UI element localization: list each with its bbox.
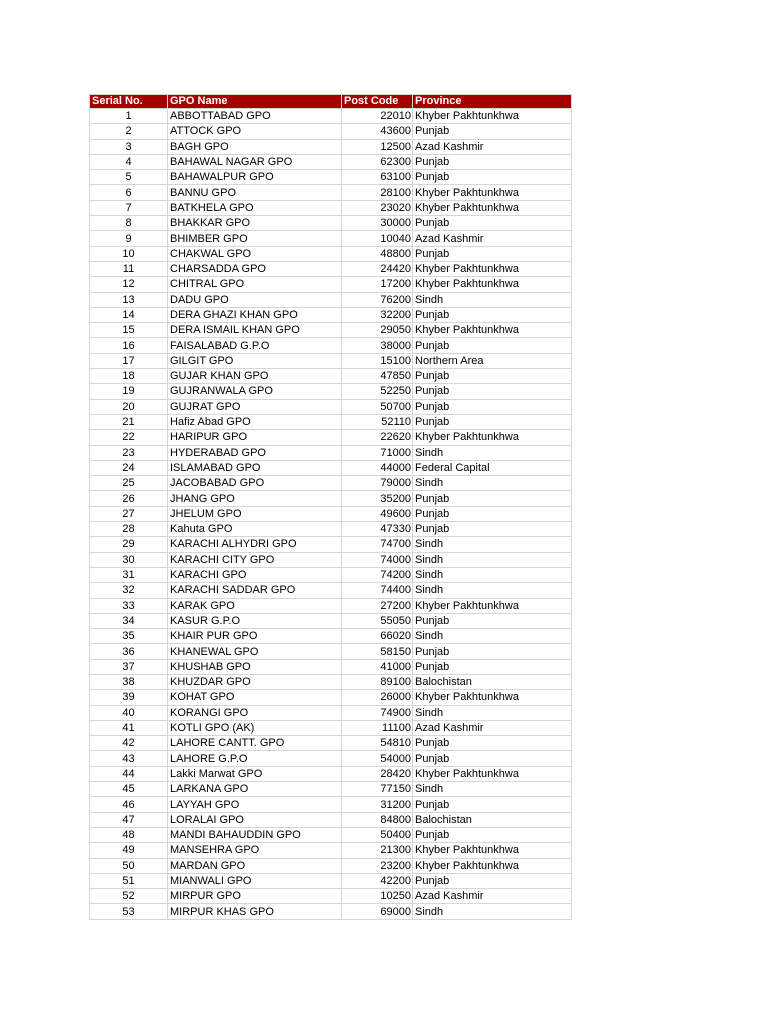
table-row — [90, 843, 572, 858]
province-cell: Punjab — [413, 736, 572, 751]
gpo-name-cell: KARACHI SADDAR GPO — [168, 583, 342, 598]
serial-no-cell: 32 — [90, 583, 168, 598]
gpo-name-cell: LARKANA GPO — [168, 782, 342, 797]
province-cell: Sindh — [413, 705, 572, 720]
post-code-cell: 47330 — [342, 522, 413, 537]
table-row — [90, 904, 572, 919]
post-code-cell: 77150 — [342, 782, 413, 797]
gpo-name-cell: GUJAR KHAN GPO — [168, 369, 342, 384]
province-cell: Punjab — [413, 522, 572, 537]
post-code-cell: 74400 — [342, 583, 413, 598]
province-cell: Punjab — [413, 873, 572, 888]
post-code-cell: 10250 — [342, 889, 413, 904]
post-code-cell: 66020 — [342, 629, 413, 644]
post-code-cell: 58150 — [342, 644, 413, 659]
serial-no-cell: 3 — [90, 139, 168, 154]
gpo-name-cell: KHUSHAB GPO — [168, 659, 342, 674]
gpo-name-cell: KASUR G.P.O — [168, 613, 342, 628]
gpo-name-cell: Hafiz Abad GPO — [168, 414, 342, 429]
gpo-name-cell: DERA GHAZI KHAN GPO — [168, 307, 342, 322]
post-code-cell: 11100 — [342, 720, 413, 735]
post-code-cell: 44000 — [342, 460, 413, 475]
province-cell: Punjab — [413, 491, 572, 506]
table-row — [90, 674, 572, 689]
post-code-cell: 42200 — [342, 873, 413, 888]
header-serial-no: Serial No. — [90, 95, 168, 109]
province-cell: Punjab — [413, 369, 572, 384]
table-row — [90, 736, 572, 751]
post-code-cell: 76200 — [342, 292, 413, 307]
serial-no-cell: 27 — [90, 506, 168, 521]
serial-no-cell: 38 — [90, 674, 168, 689]
post-code-cell: 31200 — [342, 797, 413, 812]
table-row — [90, 690, 572, 705]
province-cell: Punjab — [413, 506, 572, 521]
post-code-cell: 26000 — [342, 690, 413, 705]
serial-no-cell: 46 — [90, 797, 168, 812]
table-row — [90, 200, 572, 215]
post-code-cell: 28420 — [342, 766, 413, 781]
post-code-cell: 28100 — [342, 185, 413, 200]
gpo-name-cell: MIANWALI GPO — [168, 873, 342, 888]
table-row — [90, 460, 572, 475]
post-code-cell: 89100 — [342, 674, 413, 689]
post-code-cell: 55050 — [342, 613, 413, 628]
gpo-name-cell: KHAIR PUR GPO — [168, 629, 342, 644]
table-row — [90, 812, 572, 827]
post-code-cell: 79000 — [342, 476, 413, 491]
province-cell: Sindh — [413, 567, 572, 582]
gpo-name-cell: MANDI BAHAUDDIN GPO — [168, 827, 342, 842]
serial-no-cell: 12 — [90, 277, 168, 292]
gpo-name-cell: LORALAI GPO — [168, 812, 342, 827]
serial-no-cell: 49 — [90, 843, 168, 858]
post-code-cell: 84800 — [342, 812, 413, 827]
post-code-cell: 74000 — [342, 552, 413, 567]
gpo-name-cell: LAHORE G.P.O — [168, 751, 342, 766]
serial-no-cell: 45 — [90, 782, 168, 797]
table-row — [90, 705, 572, 720]
serial-no-cell: 17 — [90, 353, 168, 368]
serial-no-cell: 4 — [90, 154, 168, 169]
post-code-cell: 41000 — [342, 659, 413, 674]
serial-no-cell: 21 — [90, 414, 168, 429]
post-code-cell: 74900 — [342, 705, 413, 720]
province-cell: Azad Kashmir — [413, 889, 572, 904]
table-row — [90, 414, 572, 429]
gpo-name-cell: HYDERABAD GPO — [168, 445, 342, 460]
serial-no-cell: 8 — [90, 216, 168, 231]
post-code-cell: 22010 — [342, 109, 413, 124]
table-header-row — [90, 95, 572, 109]
gpo-name-cell: JACOBABAD GPO — [168, 476, 342, 491]
gpo-name-cell: KARACHI CITY GPO — [168, 552, 342, 567]
post-code-cell: 12500 — [342, 139, 413, 154]
province-cell: Sindh — [413, 537, 572, 552]
serial-no-cell: 9 — [90, 231, 168, 246]
serial-no-cell: 30 — [90, 552, 168, 567]
table-row — [90, 170, 572, 185]
post-code-cell: 49600 — [342, 506, 413, 521]
province-cell: Khyber Pakhtunkhwa — [413, 109, 572, 124]
serial-no-cell: 26 — [90, 491, 168, 506]
serial-no-cell: 40 — [90, 705, 168, 720]
gpo-name-cell: MANSEHRA GPO — [168, 843, 342, 858]
gpo-name-cell: ABBOTTABAD GPO — [168, 109, 342, 124]
table-row — [90, 231, 572, 246]
table-row — [90, 476, 572, 491]
post-code-cell: 10040 — [342, 231, 413, 246]
serial-no-cell: 42 — [90, 736, 168, 751]
post-code-cell: 43600 — [342, 124, 413, 139]
province-cell: Sindh — [413, 476, 572, 491]
serial-no-cell: 16 — [90, 338, 168, 353]
gpo-name-cell: JHELUM GPO — [168, 506, 342, 521]
gpo-name-cell: MARDAN GPO — [168, 858, 342, 873]
table-row — [90, 292, 572, 307]
table-row — [90, 797, 572, 812]
province-cell: Khyber Pakhtunkhwa — [413, 185, 572, 200]
table-row — [90, 827, 572, 842]
gpo-name-cell: KHANEWAL GPO — [168, 644, 342, 659]
serial-no-cell: 44 — [90, 766, 168, 781]
serial-no-cell: 22 — [90, 430, 168, 445]
serial-no-cell: 15 — [90, 323, 168, 338]
table-row — [90, 537, 572, 552]
post-code-cell: 32200 — [342, 307, 413, 322]
table-row — [90, 185, 572, 200]
table-row — [90, 552, 572, 567]
table-row — [90, 353, 572, 368]
serial-no-cell: 41 — [90, 720, 168, 735]
post-code-cell: 54810 — [342, 736, 413, 751]
gpo-name-cell: Kahuta GPO — [168, 522, 342, 537]
province-cell: Punjab — [413, 154, 572, 169]
post-code-cell: 63100 — [342, 170, 413, 185]
post-code-cell: 23200 — [342, 858, 413, 873]
post-code-cell: 24420 — [342, 261, 413, 276]
post-code-cell: 50700 — [342, 399, 413, 414]
serial-no-cell: 53 — [90, 904, 168, 919]
table-row — [90, 338, 572, 353]
province-cell: Khyber Pakhtunkhwa — [413, 843, 572, 858]
gpo-name-cell: KOHAT GPO — [168, 690, 342, 705]
province-cell: Khyber Pakhtunkhwa — [413, 323, 572, 338]
gpo-name-cell: KORANGI GPO — [168, 705, 342, 720]
table-row — [90, 889, 572, 904]
province-cell: Punjab — [413, 399, 572, 414]
table-row — [90, 307, 572, 322]
province-cell: Punjab — [413, 827, 572, 842]
serial-no-cell: 37 — [90, 659, 168, 674]
province-cell: Punjab — [413, 613, 572, 628]
serial-no-cell: 18 — [90, 369, 168, 384]
gpo-name-cell: KARACHI GPO — [168, 567, 342, 582]
serial-no-cell: 51 — [90, 873, 168, 888]
table-row — [90, 751, 572, 766]
province-cell: Sindh — [413, 292, 572, 307]
gpo-name-cell: BAHAWAL NAGAR GPO — [168, 154, 342, 169]
table-row — [90, 323, 572, 338]
serial-no-cell: 36 — [90, 644, 168, 659]
serial-no-cell: 11 — [90, 261, 168, 276]
gpo-name-cell: BAGH GPO — [168, 139, 342, 154]
province-cell: Khyber Pakhtunkhwa — [413, 430, 572, 445]
gpo-name-cell: MIRPUR GPO — [168, 889, 342, 904]
serial-no-cell: 31 — [90, 567, 168, 582]
gpo-name-cell: KHUZDAR GPO — [168, 674, 342, 689]
gpo-name-cell: FAISALABAD G.P.O — [168, 338, 342, 353]
post-code-cell: 52250 — [342, 384, 413, 399]
province-cell: Punjab — [413, 170, 572, 185]
serial-no-cell: 39 — [90, 690, 168, 705]
post-code-cell: 29050 — [342, 323, 413, 338]
province-cell: Sindh — [413, 583, 572, 598]
post-code-cell: 38000 — [342, 338, 413, 353]
serial-no-cell: 20 — [90, 399, 168, 414]
province-cell: Khyber Pakhtunkhwa — [413, 598, 572, 613]
table-row — [90, 782, 572, 797]
serial-no-cell: 5 — [90, 170, 168, 185]
post-code-cell: 15100 — [342, 353, 413, 368]
table-row — [90, 445, 572, 460]
post-code-cell: 22620 — [342, 430, 413, 445]
table-row — [90, 154, 572, 169]
post-code-cell: 23020 — [342, 200, 413, 215]
serial-no-cell: 52 — [90, 889, 168, 904]
gpo-name-cell: GILGIT GPO — [168, 353, 342, 368]
province-cell: Punjab — [413, 216, 572, 231]
table-row — [90, 139, 572, 154]
serial-no-cell: 29 — [90, 537, 168, 552]
serial-no-cell: 43 — [90, 751, 168, 766]
table-row — [90, 583, 572, 598]
post-code-cell: 48800 — [342, 246, 413, 261]
post-code-cell: 74200 — [342, 567, 413, 582]
table-row — [90, 246, 572, 261]
table-row — [90, 430, 572, 445]
province-cell: Sindh — [413, 629, 572, 644]
gpo-name-cell: Lakki Marwat GPO — [168, 766, 342, 781]
serial-no-cell: 25 — [90, 476, 168, 491]
gpo-name-cell: DADU GPO — [168, 292, 342, 307]
serial-no-cell: 6 — [90, 185, 168, 200]
post-code-cell: 17200 — [342, 277, 413, 292]
gpo-name-cell: CHARSADDA GPO — [168, 261, 342, 276]
table-row — [90, 598, 572, 613]
table-row — [90, 613, 572, 628]
gpo-name-cell: KARAK GPO — [168, 598, 342, 613]
gpo-name-cell: BATKHELA GPO — [168, 200, 342, 215]
serial-no-cell: 50 — [90, 858, 168, 873]
table-row — [90, 124, 572, 139]
province-cell: Punjab — [413, 751, 572, 766]
table-row — [90, 216, 572, 231]
gpo-name-cell: MIRPUR KHAS GPO — [168, 904, 342, 919]
gpo-name-cell: CHAKWAL GPO — [168, 246, 342, 261]
province-cell: Punjab — [413, 338, 572, 353]
table-row — [90, 567, 572, 582]
post-code-cell: 62300 — [342, 154, 413, 169]
gpo-name-cell: BAHAWALPUR GPO — [168, 170, 342, 185]
post-code-cell: 52110 — [342, 414, 413, 429]
serial-no-cell: 10 — [90, 246, 168, 261]
gpo-name-cell: GUJRANWALA GPO — [168, 384, 342, 399]
post-code-cell: 54000 — [342, 751, 413, 766]
table-row — [90, 506, 572, 521]
serial-no-cell: 2 — [90, 124, 168, 139]
post-code-cell: 50400 — [342, 827, 413, 842]
header-post-code: Post Code — [342, 95, 413, 109]
post-code-cell: 47850 — [342, 369, 413, 384]
table-row — [90, 109, 572, 124]
header-province: Province — [413, 95, 572, 109]
table-row — [90, 766, 572, 781]
post-code-cell: 21300 — [342, 843, 413, 858]
gpo-name-cell: LAHORE CANTT. GPO — [168, 736, 342, 751]
province-cell: Sindh — [413, 445, 572, 460]
post-code-cell: 27200 — [342, 598, 413, 613]
serial-no-cell: 24 — [90, 460, 168, 475]
gpo-name-cell: DERA ISMAIL KHAN GPO — [168, 323, 342, 338]
serial-no-cell: 28 — [90, 522, 168, 537]
table-row — [90, 399, 572, 414]
province-cell: Sindh — [413, 782, 572, 797]
table-row — [90, 873, 572, 888]
table-row — [90, 644, 572, 659]
province-cell: Federal Capital — [413, 460, 572, 475]
serial-no-cell: 7 — [90, 200, 168, 215]
table-row — [90, 491, 572, 506]
table-row — [90, 659, 572, 674]
table-row — [90, 369, 572, 384]
table-row — [90, 522, 572, 537]
province-cell: Punjab — [413, 797, 572, 812]
gpo-name-cell: CHITRAL GPO — [168, 277, 342, 292]
post-code-cell: 69000 — [342, 904, 413, 919]
serial-no-cell: 14 — [90, 307, 168, 322]
province-cell: Punjab — [413, 384, 572, 399]
province-cell: Punjab — [413, 644, 572, 659]
gpo-name-cell: GUJRAT GPO — [168, 399, 342, 414]
gpo-name-cell: KOTLI GPO (AK) — [168, 720, 342, 735]
serial-no-cell: 1 — [90, 109, 168, 124]
province-cell: Azad Kashmir — [413, 139, 572, 154]
serial-no-cell: 33 — [90, 598, 168, 613]
header-gpo-name: GPO Name — [168, 95, 342, 109]
province-cell: Azad Kashmir — [413, 231, 572, 246]
table-row — [90, 277, 572, 292]
serial-no-cell: 47 — [90, 812, 168, 827]
gpo-name-cell: JHANG GPO — [168, 491, 342, 506]
province-cell: Punjab — [413, 307, 572, 322]
province-cell: Khyber Pakhtunkhwa — [413, 277, 572, 292]
gpo-name-cell: LAYYAH GPO — [168, 797, 342, 812]
province-cell: Khyber Pakhtunkhwa — [413, 690, 572, 705]
serial-no-cell: 19 — [90, 384, 168, 399]
serial-no-cell: 35 — [90, 629, 168, 644]
serial-no-cell: 48 — [90, 827, 168, 842]
post-code-cell: 35200 — [342, 491, 413, 506]
gpo-name-cell: ISLAMABAD GPO — [168, 460, 342, 475]
gpo-name-cell: BANNU GPO — [168, 185, 342, 200]
province-cell: Sindh — [413, 552, 572, 567]
gpo-name-cell: ATTOCK GPO — [168, 124, 342, 139]
serial-no-cell: 13 — [90, 292, 168, 307]
province-cell: Khyber Pakhtunkhwa — [413, 766, 572, 781]
gpo-name-cell: HARIPUR GPO — [168, 430, 342, 445]
gpo-name-cell: BHAKKAR GPO — [168, 216, 342, 231]
serial-no-cell: 23 — [90, 445, 168, 460]
post-code-cell: 30000 — [342, 216, 413, 231]
province-cell: Khyber Pakhtunkhwa — [413, 261, 572, 276]
post-code-cell: 71000 — [342, 445, 413, 460]
serial-no-cell: 34 — [90, 613, 168, 628]
table-body — [90, 109, 572, 920]
post-code-cell: 74700 — [342, 537, 413, 552]
gpo-name-cell: BHIMBER GPO — [168, 231, 342, 246]
province-cell: Northern Area — [413, 353, 572, 368]
table-row — [90, 720, 572, 735]
province-cell: Khyber Pakhtunkhwa — [413, 858, 572, 873]
province-cell: Balochistan — [413, 674, 572, 689]
province-cell: Balochistan — [413, 812, 572, 827]
province-cell: Punjab — [413, 414, 572, 429]
province-cell: Khyber Pakhtunkhwa — [413, 200, 572, 215]
province-cell: Punjab — [413, 124, 572, 139]
province-cell: Punjab — [413, 246, 572, 261]
table-row — [90, 384, 572, 399]
table-row — [90, 629, 572, 644]
gpo-name-cell: KARACHI ALHYDRI GPO — [168, 537, 342, 552]
gpo-table — [89, 94, 572, 920]
table-row — [90, 858, 572, 873]
province-cell: Punjab — [413, 659, 572, 674]
table-row — [90, 261, 572, 276]
province-cell: Azad Kashmir — [413, 720, 572, 735]
province-cell: Sindh — [413, 904, 572, 919]
